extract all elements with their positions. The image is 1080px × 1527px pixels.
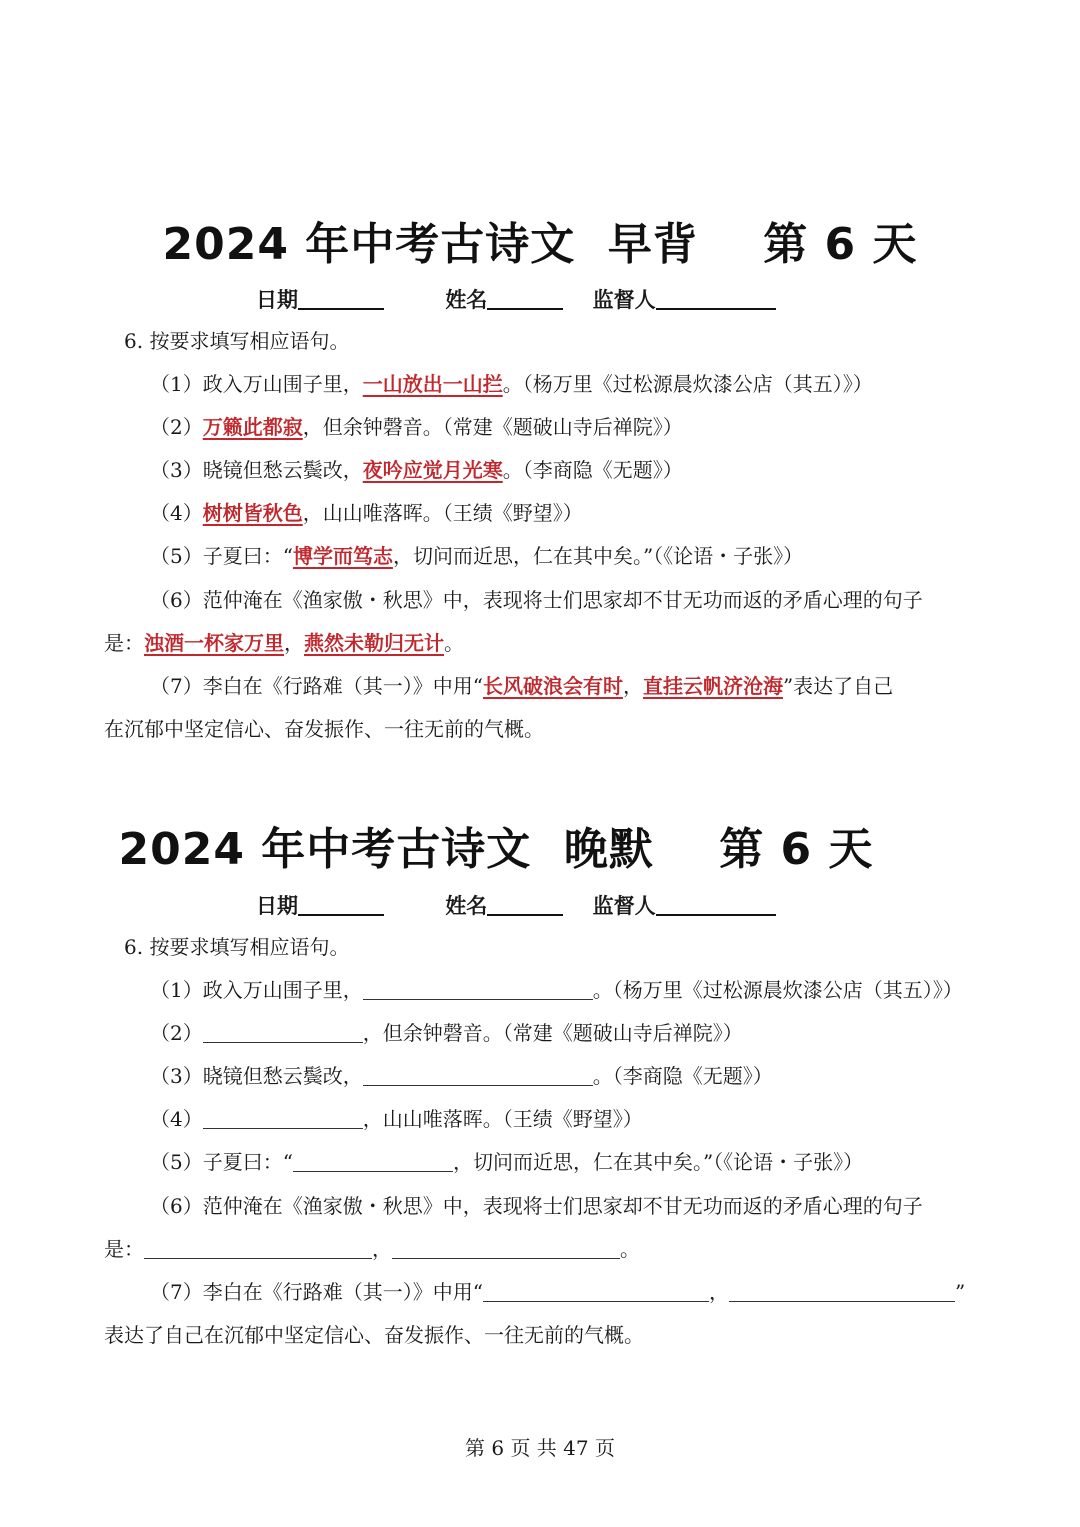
answer: 万籁此都寂 xyxy=(202,415,303,439)
page-number: 第 6 页 共 47 页 xyxy=(465,1436,615,1460)
answer-blank[interactable] xyxy=(144,1238,372,1259)
evening-item-2: （2） ，但余钟磬音。（常建《题破山寺后禅院》） xyxy=(150,1021,743,1045)
morning-item-5: （5）子夏曰：“博学而笃志，切问而近思，仁在其中矣。”（《论语・子张》） xyxy=(150,544,804,568)
evening-question: 6. 按要求填写相应语句。 xyxy=(124,935,350,959)
name-field[interactable] xyxy=(487,894,563,916)
morning-item-6-line2: 是：浊酒一杯家万里，燕然未勒归无计。 xyxy=(104,631,464,655)
date-field[interactable] xyxy=(298,894,384,916)
answer-blank[interactable] xyxy=(729,1281,955,1302)
answer: 树树皆秋色 xyxy=(202,501,303,525)
morning-item-3: （3）晓镜但愁云鬓改，夜吟应觉月光寒。（李商隐《无题》） xyxy=(150,458,683,482)
morning-item-7-line1: （7）李白在《行路难（其一）》中用“长风破浪会有时，直挂云帆济沧海”表达了自己 xyxy=(150,674,894,698)
answer: 直挂云帆济沧海 xyxy=(642,674,783,698)
supervisor-label: 监督人 xyxy=(592,288,656,312)
date-label: 日期 xyxy=(256,894,298,918)
answer-blank[interactable] xyxy=(483,1281,709,1302)
answer-blank[interactable] xyxy=(392,1238,620,1259)
morning-question: 6. 按要求填写相应语句。 xyxy=(124,329,350,353)
morning-item-4: （4）树树皆秋色，山山唯落晖。（王绩《野望》） xyxy=(150,501,583,525)
morning-item-7-line2: 在沉郁中坚定信心、奋发振作、一往无前的气概。 xyxy=(104,717,544,741)
name-label: 姓名 xyxy=(445,288,488,312)
answer: 燕然未勒归无计 xyxy=(304,631,444,655)
answer-blank[interactable] xyxy=(293,1151,453,1172)
evening-item-5: （5）子夏曰：“ ，切问而近思，仁在其中矣。”（《论语・子张》） xyxy=(150,1150,864,1174)
answer: 夜吟应觉月光寒 xyxy=(362,458,503,482)
answer-blank[interactable] xyxy=(203,1108,363,1129)
date-field[interactable] xyxy=(298,288,384,310)
answer: 一山放出一山拦 xyxy=(362,372,503,396)
morning-title: 2024 年中考古诗文 早背 第 6 天 xyxy=(162,219,918,270)
name-label: 姓名 xyxy=(445,894,488,918)
evening-item-7-line1: （7）李白在《行路难（其一）》中用“ ， ” xyxy=(150,1280,966,1304)
evening-item-3: （3）晓镜但愁云鬓改， 。（李商隐《无题》） xyxy=(150,1064,773,1088)
answer-blank[interactable] xyxy=(363,1065,593,1086)
evening-title: 2024 年中考古诗文 晚默 第 6 天 xyxy=(118,824,874,875)
evening-item-4: （4） ，山山唯落晖。（王绩《野望》） xyxy=(150,1107,643,1131)
answer-blank[interactable] xyxy=(203,1022,363,1043)
evening-meta xyxy=(256,890,776,920)
morning-meta xyxy=(256,284,776,314)
answer: 长风破浪会有时 xyxy=(482,674,623,698)
evening-item-6-line1: （6）范仲淹在《渔家傲・秋思》中，表现将士们思家却不甘无功而返的矛盾心理的句子 xyxy=(150,1194,923,1218)
answer-blank[interactable] xyxy=(363,979,593,1000)
morning-item-1: （1）政入万山围子里，一山放出一山拦。（杨万里《过松源晨炊漆公店（其五）》） xyxy=(150,372,873,396)
morning-item-2: （2）万籁此都寂，但余钟磬音。（常建《题破山寺后禅院》） xyxy=(150,415,683,439)
date-label: 日期 xyxy=(256,288,298,312)
supervisor-field[interactable] xyxy=(656,288,776,310)
evening-item-7-line2: 表达了自己在沉郁中坚定信心、奋发振作、一往无前的气概。 xyxy=(104,1323,644,1347)
evening-item-1: （1）政入万山围子里， 。（杨万里《过松源晨炊漆公店（其五）》） xyxy=(150,978,963,1002)
name-field[interactable] xyxy=(487,288,563,310)
supervisor-label: 监督人 xyxy=(592,894,656,918)
supervisor-field[interactable] xyxy=(656,894,776,916)
evening-item-6-line2: 是： ， 。 xyxy=(104,1237,640,1261)
morning-item-6-line1: （6）范仲淹在《渔家傲・秋思》中，表现将士们思家却不甘无功而返的矛盾心理的句子 xyxy=(150,588,923,612)
answer: 博学而笃志 xyxy=(292,544,393,568)
answer: 浊酒一杯家万里 xyxy=(144,631,284,655)
